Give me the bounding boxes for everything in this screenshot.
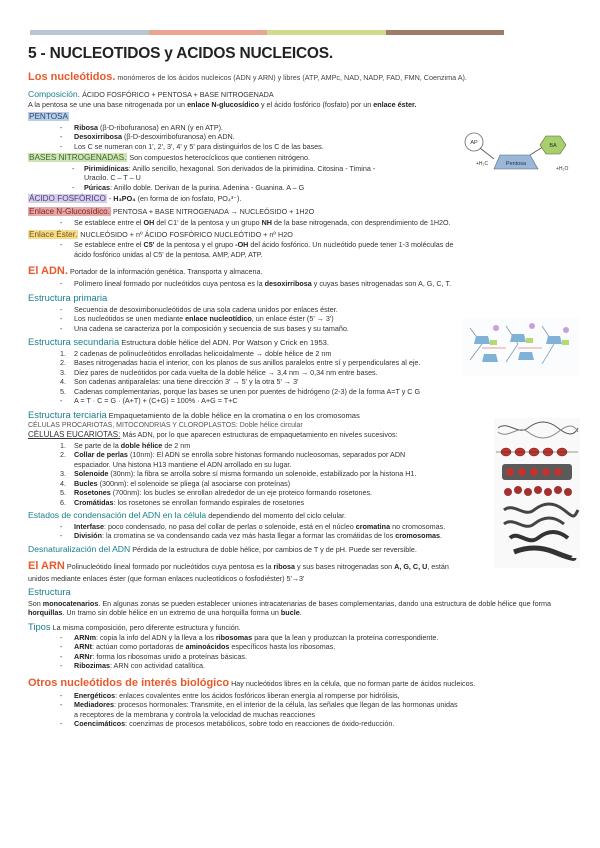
- text-span: : enlaces covalentes entre los ácidos fosfóricos liberan energía al romperse por hidrólisis,: [115, 690, 400, 700]
- list-item: 3. Diez pares de nucleótidos por cada vuelta de la doble hélice → 3,4 nm → 0,34 nm entre bases.: [60, 367, 378, 377]
- list-item: [60, 700, 576, 719]
- list-item: [60, 218, 576, 228]
- bold-span: aminoácidos: [185, 642, 230, 652]
- ba-label: BA: [549, 143, 557, 149]
- composicion-formula: ÁCIDO FOSFÓRICO + PENTOSA + BASE NITROGENADA: [82, 89, 274, 99]
- terciaria-list: [60, 441, 576, 508]
- pentosa-label: PENTOSA: [29, 111, 68, 121]
- text-span: : forma los ribosomas unido a proteínas básicas.: [92, 651, 247, 661]
- list-item: [60, 652, 576, 662]
- tipos-section: [28, 621, 576, 671]
- tipos-heading: Tipos: [28, 620, 51, 632]
- bold-span: Solenoide: [74, 469, 109, 479]
- list-item: 4. Son cadenas antiparalelas: una tiene dirección 3' → 5' y la otra 5' → 3': [60, 377, 299, 387]
- list-item: [72, 183, 576, 193]
- list-item: [60, 314, 576, 324]
- list-item: [60, 522, 576, 532]
- adn-intro: Portador de la información genética. Transporta y almacena.: [69, 267, 263, 277]
- terciaria-intro: Empaquetamiento de la doble hélice en la cromatina o en los cromosomas: [108, 410, 360, 420]
- bases-list: [72, 164, 576, 193]
- text-span: a receptores de la membrana y controla la velocidad de muchas reacciones: [74, 709, 315, 719]
- bold-span: doble hélice: [120, 440, 163, 450]
- text-span: (β-D-desoxirribofuranosa) en ADN.: [123, 132, 235, 142]
- text-span: Una cadena se caracteriza por la composición y secuencia de sus bases y su tamaño.: [74, 323, 349, 333]
- secundaria-heading: Estructura secundaria: [28, 336, 120, 348]
- text-span: del C1' de la pentosa y un grupo: [156, 218, 260, 228]
- acido-rest: (en forma de ion fosfato, PO₄³⁻).: [137, 194, 242, 204]
- primaria-list: [60, 305, 576, 334]
- condensacion-list: [60, 522, 576, 541]
- list-item: 2. Bases nitrogenadas hacia el interior, con los planos de sus anillos paralelos entre sí y perpendiculares al eje.: [60, 358, 421, 368]
- bold-span: ribosomas: [215, 632, 253, 642]
- secundaria-intro: Estructura doble hélice del ADN. Por Watson y Crick en 1953.: [121, 338, 330, 348]
- text-span: Se establece entre el: [74, 240, 142, 250]
- text-span: . Un tramo sin doble hélice en un extremo de una horquilla forma un: [62, 608, 279, 618]
- bold-span: Bucles: [74, 478, 98, 488]
- bold-span: Desoxirribosa: [74, 132, 122, 142]
- condensacion-intro: dependiendo del momento del ciclo celular.: [208, 511, 347, 521]
- terciaria-cells: CÉLULAS PROCARIOTAS, MITOCONDRIAS Y CLOROPLASTOS: Doble hélice circular: [28, 422, 303, 430]
- list-item: 3. Solenoide (30nm): la fibra se arrolla sobre sí misma formando un solenoide, estabilizado por la histona H1.: [60, 469, 417, 479]
- bold-span: ARNr: [74, 651, 93, 661]
- eucariotas-label: CÉLULAS EUCARIOTAS:: [28, 430, 121, 440]
- bold-span: cromosomas: [395, 531, 440, 541]
- text-span: y cuyas bases nitrogenadas son A, G, C, T.: [313, 278, 452, 288]
- list-item: [60, 142, 576, 152]
- text-span: Secuencia de desoxirribonucleótidos de una sola cadena unidos por enlaces éster.: [74, 304, 338, 314]
- text-span: Se establece entre el: [74, 218, 142, 228]
- ap-label: AP: [470, 140, 478, 146]
- text-span: , están: [427, 562, 449, 572]
- bold-span: Energéticos: [74, 690, 116, 700]
- bold-span: Cromátidas: [74, 497, 114, 507]
- text-span: Diez pares de nucleótidos por cada vuelta de la doble hélice → 3,4 nm → 0,34 nm entre bases.: [74, 367, 378, 377]
- bases-label: BASES NITROGENADAS.: [29, 153, 127, 163]
- text-span: Uracilo. C – T – U: [84, 173, 141, 183]
- text-span: Se parte de la: [74, 440, 119, 450]
- bold-span: ribosa: [273, 562, 296, 572]
- pentosa-list: [60, 123, 576, 152]
- bold-span: División: [74, 531, 102, 541]
- enlace-e-label: Enlace Éster.: [29, 229, 78, 239]
- pentosa-section: [28, 112, 576, 151]
- secundaria-section: [28, 336, 576, 405]
- bold-span: horquillas: [28, 608, 63, 618]
- arn-section: [28, 559, 576, 583]
- otros-list: [60, 691, 576, 729]
- text-span: Los C se numeran con 1', 2', 3', 4' y 5' para distinguirlos de los C de las bases.: [74, 141, 324, 151]
- text-span: no cromosomas.: [392, 521, 446, 531]
- acido-formula: H₃PO₄: [113, 194, 136, 204]
- desnat-section: [28, 544, 576, 555]
- color-segment: [386, 30, 505, 35]
- text-span: : actúan como portadoras de: [91, 642, 184, 652]
- text-span: A la pentosa se une una base nitrogenada por un: [28, 100, 186, 110]
- bases-section: [28, 153, 576, 192]
- text-span: (300nm): el solenoide se pliega (al asociarse con proteínas): [99, 478, 291, 488]
- bold-span: ARNm: [74, 632, 96, 642]
- text-span: y sus bases nitrogenadas son: [297, 562, 393, 572]
- primaria-section: [28, 292, 576, 333]
- pentosa-label: Pentosa: [505, 161, 527, 167]
- condensacion-heading: Estados de condensación del ADN en la célula: [28, 510, 207, 521]
- text-span: de 2 nm: [164, 440, 191, 450]
- text-span: ácido fosfórico unidas al C5' de la pentosa. AMP, ADP, ATP.: [74, 249, 263, 259]
- otros-heading: Otros nucleótidos de interés biológico: [28, 676, 230, 689]
- text-span: Polímero lineal formado por nucleótidos cuya pentosa es la: [74, 278, 263, 288]
- text-span: : Anillo sencillo, hexagonal. Son derivados de la pirimidina. Citosina - Timina -: [128, 163, 376, 173]
- bold-span: Ribosa: [74, 122, 98, 132]
- composicion-line: [28, 100, 576, 110]
- h2o-label: +H₂O: [556, 166, 569, 172]
- list-item: 1. Se parte de la doble hélice de 2 nm: [60, 440, 191, 450]
- text-span: : poco condensado, no pasa del collar de perlas o solenoide, está en el núcleo: [103, 521, 354, 531]
- text-span: unidos mediante enlaces éster (que forman enlaces nucleotídicos o fosfodiéster) 5'→3': [28, 573, 305, 583]
- text-span: , un enlace éster (5' → 3'): [251, 314, 334, 324]
- bold-span: enlace N-glucosídico: [187, 100, 259, 110]
- otros-intro: Hay nucleótidos libres en la célula, que no forman parte de ácidos nucleicos.: [231, 678, 476, 688]
- text-span: (30nm): la fibra se arrolla sobre sí misma formando un solenoide, estabilizado por la histona H1.: [110, 469, 417, 479]
- nucleotidos-section: [28, 70, 576, 85]
- bold-span: NH: [261, 218, 272, 228]
- tipos-intro: La misma composición, pero diferente estructura y función.: [52, 622, 241, 632]
- text-span: Los nucleótidos se unen mediante: [74, 314, 184, 324]
- text-span: del ácido fosfórico. Un nucleótido puede tener 1-3 moléculas de: [250, 240, 454, 250]
- page-title: 5 - NUCLEOTIDOS y ACIDOS NUCLEICOS.: [28, 45, 334, 62]
- composicion-section: [28, 89, 576, 110]
- acido-section: ÁCIDO FOSFÓRICO - H₃PO₄ (en forma de ion fosfato, PO₄³⁻).: [29, 194, 242, 204]
- bold-span: cromatina: [355, 521, 391, 531]
- list-item: [60, 531, 576, 541]
- text-span: . En algunas zonas se pueden establecer uniones intracatenarias de bases complementarias, dando una: [98, 598, 433, 608]
- list-item: [60, 719, 576, 729]
- text-span: 2 cadenas de polinucleótidos enrolladas helicoidalmente → doble hélice de 2 nm: [74, 348, 332, 358]
- text-span: Bases nitrogenadas hacia el interior, con los planos de sus anillos paralelos entre sí y perpendiculares al eje.: [74, 358, 421, 368]
- primaria-heading: Estructura primaria: [28, 292, 108, 304]
- list-item: [72, 164, 576, 183]
- h2c-label: +H₂C: [476, 161, 489, 167]
- list-item: 6. Cromátidas: los rosetones se enrollan formando espirales de rosetones: [60, 497, 305, 507]
- text-span: de la base nitrogenada, con desprendimiento de 1H2O.: [273, 218, 451, 228]
- list-item: [60, 691, 576, 701]
- text-span: : procesos hormonales: Transmite, en el interior de la célula, las señales que llegan de las hormonas unidas: [113, 700, 458, 709]
- list-item: [60, 279, 576, 289]
- bold-span: A, G, C, U: [394, 562, 428, 572]
- text-span: Son cadenas antiparalelas: una tiene dirección 3' → 5' y la otra 5' → 3': [74, 377, 299, 387]
- color-segment: [267, 30, 386, 35]
- top-color-bar: [30, 30, 504, 35]
- bold-span: enlace nucleotídico: [185, 314, 252, 324]
- text-span: : Anillo doble. Derivan de la purina. Adenina - Guanina. A – G: [109, 182, 305, 192]
- bold-span: bucle: [280, 608, 300, 618]
- bold-span: ARNt: [74, 642, 92, 652]
- text-span: de la pentosa y el grupo: [156, 240, 234, 250]
- bold-span: Collar de perlas: [74, 450, 128, 460]
- text-span: .: [439, 531, 442, 541]
- adn-list: [60, 279, 576, 289]
- bold-span: monocatenarios: [42, 598, 99, 608]
- desnat-heading: Desnaturalización del ADN: [28, 543, 131, 554]
- bold-span: -OH: [235, 240, 249, 250]
- list-item: 1. 2 cadenas de polinucleótidos enrolladas helicoidalmente → doble hélice de 2 nm: [60, 348, 332, 358]
- text-span: Son: [28, 598, 41, 608]
- adn-heading: El ADN.: [28, 265, 68, 278]
- text-span: y el ácido fosfórico (fosfato) por un: [260, 100, 372, 110]
- bold-span: Púricas: [84, 182, 110, 192]
- color-segment: [30, 30, 149, 35]
- bold-span: Ribozimas: [74, 661, 110, 671]
- text-span: : ARN con actividad catalítica.: [109, 661, 206, 671]
- list-item: [60, 132, 576, 142]
- text-span: Polinucleótido lineal formado por nucleótidos cuya pentosa es la: [66, 562, 272, 572]
- bold-span: desoxirribosa: [264, 278, 312, 288]
- bold-span: enlace éster.: [373, 100, 417, 110]
- list-item: [60, 123, 576, 133]
- list-item: 4. Bucles (300nm): el solenoide se pliega (al asociarse con proteínas): [60, 478, 291, 488]
- text-span: específicos hasta los ribosomas.: [231, 642, 336, 652]
- bold-span: Coencimáticos: [74, 719, 126, 728]
- bold-span: Pirimidínicas: [84, 163, 129, 173]
- terciaria-section: [28, 409, 576, 508]
- enlace-n-list: [60, 218, 576, 228]
- arn-heading: El ARN: [28, 560, 65, 573]
- list-item: [60, 305, 576, 315]
- list-item: [60, 633, 576, 643]
- text-span: : coenzimas de procesos metabólicos, sobre todo en reacciones de óxido-reducción.: [125, 719, 395, 728]
- text-span: (β-D-ribofuranosa) en ARN (y en ATP).: [99, 122, 223, 132]
- terciaria-heading: Estructura terciaria: [28, 408, 107, 420]
- eucariotas-text: Más ADN, por lo que aparecen estructuras de empaquetamiento en niveles sucesivos:: [122, 430, 398, 440]
- bold-span: C5': [143, 240, 155, 250]
- text-span: para que la lean y produzcan la proteína correspondiente.: [254, 632, 439, 642]
- composicion-heading: Composición.: [28, 88, 81, 99]
- text-span: estructura de doble hélice que forma: [434, 598, 552, 608]
- bold-span: Interfase: [74, 521, 104, 531]
- arn-estructura-section: [28, 586, 576, 617]
- enlace-e-list: [60, 240, 576, 259]
- otros-section: [28, 676, 576, 729]
- bold-span: OH: [143, 218, 155, 228]
- enlace-n-label: Enlace N-Glucosídico.: [29, 207, 110, 217]
- text-span: Cadenas complementarias, porque las bases se unen por puentes de hidrógeno (2-3) de la forma A=T y C G: [74, 386, 421, 396]
- list-item: [60, 661, 576, 671]
- text-span: (700nm): los bucles se enrollan alrededor de un eje proteico formando rosetones.: [112, 488, 373, 498]
- tipos-list: [60, 633, 576, 671]
- list-item: [60, 642, 576, 652]
- enlace-n-section: [28, 207, 576, 227]
- color-segment: [149, 30, 268, 35]
- condensacion-section: [28, 510, 576, 540]
- nucleotidos-heading: Los nucleótidos.: [28, 71, 116, 84]
- list-item: [60, 240, 576, 259]
- bold-span: Rosetones: [74, 488, 111, 498]
- enlace-e-formula: NUCLEÓSIDO + nº ÁCIDO FOSFÓRICO NUCLEÓTIDO + nº H2O: [80, 229, 293, 239]
- acido-label: ÁCIDO FOSFÓRICO: [29, 194, 106, 204]
- text-span: A = T · C = G · (A+T) + (C+G) = 100% · A+G = T+C: [74, 396, 238, 406]
- text-span: : la cromatina se va condensando cada vez más hasta llegar a formar las cromátidas de los: [101, 531, 394, 541]
- desnat-text: Pérdida de la estructura de doble hélice, por cambios de T y de pH. Puede ser reversible.: [132, 544, 417, 554]
- text-span: : copia la info del ADN y la lleva a los: [95, 632, 214, 642]
- bases-desc: Son compuestos heterocíclicos que contienen nitrógeno.: [129, 153, 310, 163]
- text-span: (10nm): El ADN se enrolla sobre histonas formando nucleosomas, separados por ADN: [129, 450, 406, 460]
- secundaria-list: [60, 349, 576, 406]
- bold-span: Mediadores: [74, 700, 114, 709]
- enlace-e-section: [28, 230, 576, 260]
- list-item: - A = T · C = G · (A+T) + (C+G) = 100% · A+G = T+C: [60, 396, 238, 406]
- list-item: [60, 324, 576, 334]
- list-item: 5. Cadenas complementarias, porque las bases se unen por puentes de hidrógeno (2-3) de la forma A=T y C G: [60, 386, 421, 396]
- list-item: 2. Collar de perlas (10nm): El ADN se enrolla sobre histonas formando nucleosomas, separados por ADN espaciador. Una histona H13 mantiene el ADN arrollado en su lugar.: [60, 450, 406, 469]
- enlace-n-formula: PENTOSA + BASE NITROGENADA → NUCLEÓSIDO + 1H2O: [113, 207, 315, 217]
- nucleotidos-intro: monómeros de los ácidos nucleicos (ADN y ARN) y libres (ATP, AMPc, NAD, NADP, FAD, FMN, Coenzima A).: [117, 73, 467, 83]
- arn-estructura-heading: Estructura: [28, 586, 71, 598]
- text-span: : los rosetones se enrollan formando espirales de rosetones: [113, 497, 305, 507]
- text-span: espaciador. Una histona H13 mantiene el ADN arrollado en su lugar.: [74, 459, 292, 469]
- text-span: .: [299, 608, 302, 618]
- list-item: 5. Rosetones (700nm): los bucles se enrollan alrededor de un eje proteico formando rosetones.: [60, 488, 373, 498]
- adn-section: [28, 264, 576, 288]
